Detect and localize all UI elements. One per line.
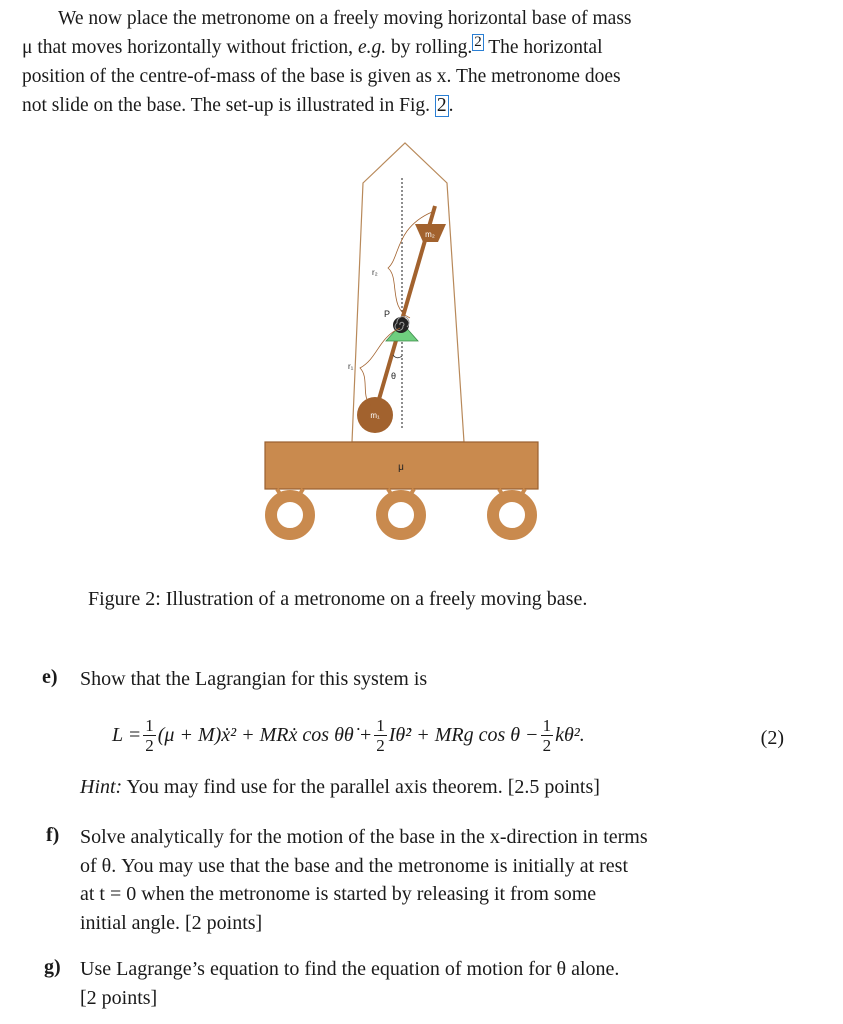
- figure-caption: Figure 2: Illustration of a metronome on a freely moving base.: [88, 588, 588, 610]
- label-r2: r₂: [372, 268, 378, 277]
- lagrangian-equation: [112, 706, 784, 766]
- label-r1: r₁: [348, 362, 354, 371]
- wheel-middle: [382, 489, 420, 534]
- wheel-right: [493, 489, 531, 534]
- footnote-link[interactable]: 2: [474, 33, 482, 50]
- question-g-text: Use Lagrange’s equation to find the equation of motion for θ alone. [2 points]: [80, 958, 620, 1009]
- equation-term-2: Iθ̇² + MRg cos θ −: [388, 724, 539, 746]
- label-base-mass: μ: [398, 462, 404, 473]
- question-e-label: e): [42, 666, 58, 688]
- question-f-label: f): [46, 824, 60, 846]
- question-f-text: Solve analytically for the motion of the base in the x-direction in terms of θ. You may use that the base and the metronome is initially at rest at t = 0 when the metronome is started by releasing it from some initial angle. [2 points]: [80, 826, 648, 934]
- intro-line-1: We now place the metronome on a freely moving horizontal base of mass: [58, 8, 632, 29]
- label-m1: m₁: [370, 411, 380, 420]
- intro-paragraph: [22, 4, 784, 120]
- intro-line-2: μ that moves horizontally without friction, e.g. by rolling. 2 The horizontal: [22, 33, 603, 58]
- label-theta: θ: [391, 371, 397, 381]
- wheel-left: [271, 489, 309, 534]
- fraction-half-1: $\frac{1}{2}$: [145, 716, 154, 755]
- question-e-text: Show that the Lagrangian for this system is: [80, 668, 428, 690]
- hint: [80, 776, 600, 799]
- intro-line-4: not slide on the base. The set-up is illustrated in Fig. 2 .: [22, 95, 454, 116]
- equation-number: (2): [760, 727, 784, 749]
- fraction-half-3: $\frac{1}{2}$: [542, 716, 552, 755]
- equation-term-3: kθ².: [555, 724, 585, 746]
- question-g-label: g): [44, 956, 61, 978]
- fraction-half-2: $\frac{1}{2}$: [376, 716, 385, 755]
- metronome-figure: [250, 128, 550, 548]
- hint-text: You may find use for the parallel axis theorem. [2.5 points]: [122, 776, 600, 798]
- intro-line-3: position of the centre-of-mass of the base is given as x. The metronome does: [22, 66, 621, 87]
- equation-term-1: (μ + M)ẋ² + MRẋ cos θθ̇ +: [157, 724, 373, 746]
- figure-link[interactable]: 2: [436, 95, 447, 116]
- label-m2: m₂: [425, 230, 435, 239]
- hint-label: Hint:: [80, 776, 123, 798]
- label-pivot: P: [384, 309, 391, 319]
- equation-lhs: L =: [112, 724, 142, 746]
